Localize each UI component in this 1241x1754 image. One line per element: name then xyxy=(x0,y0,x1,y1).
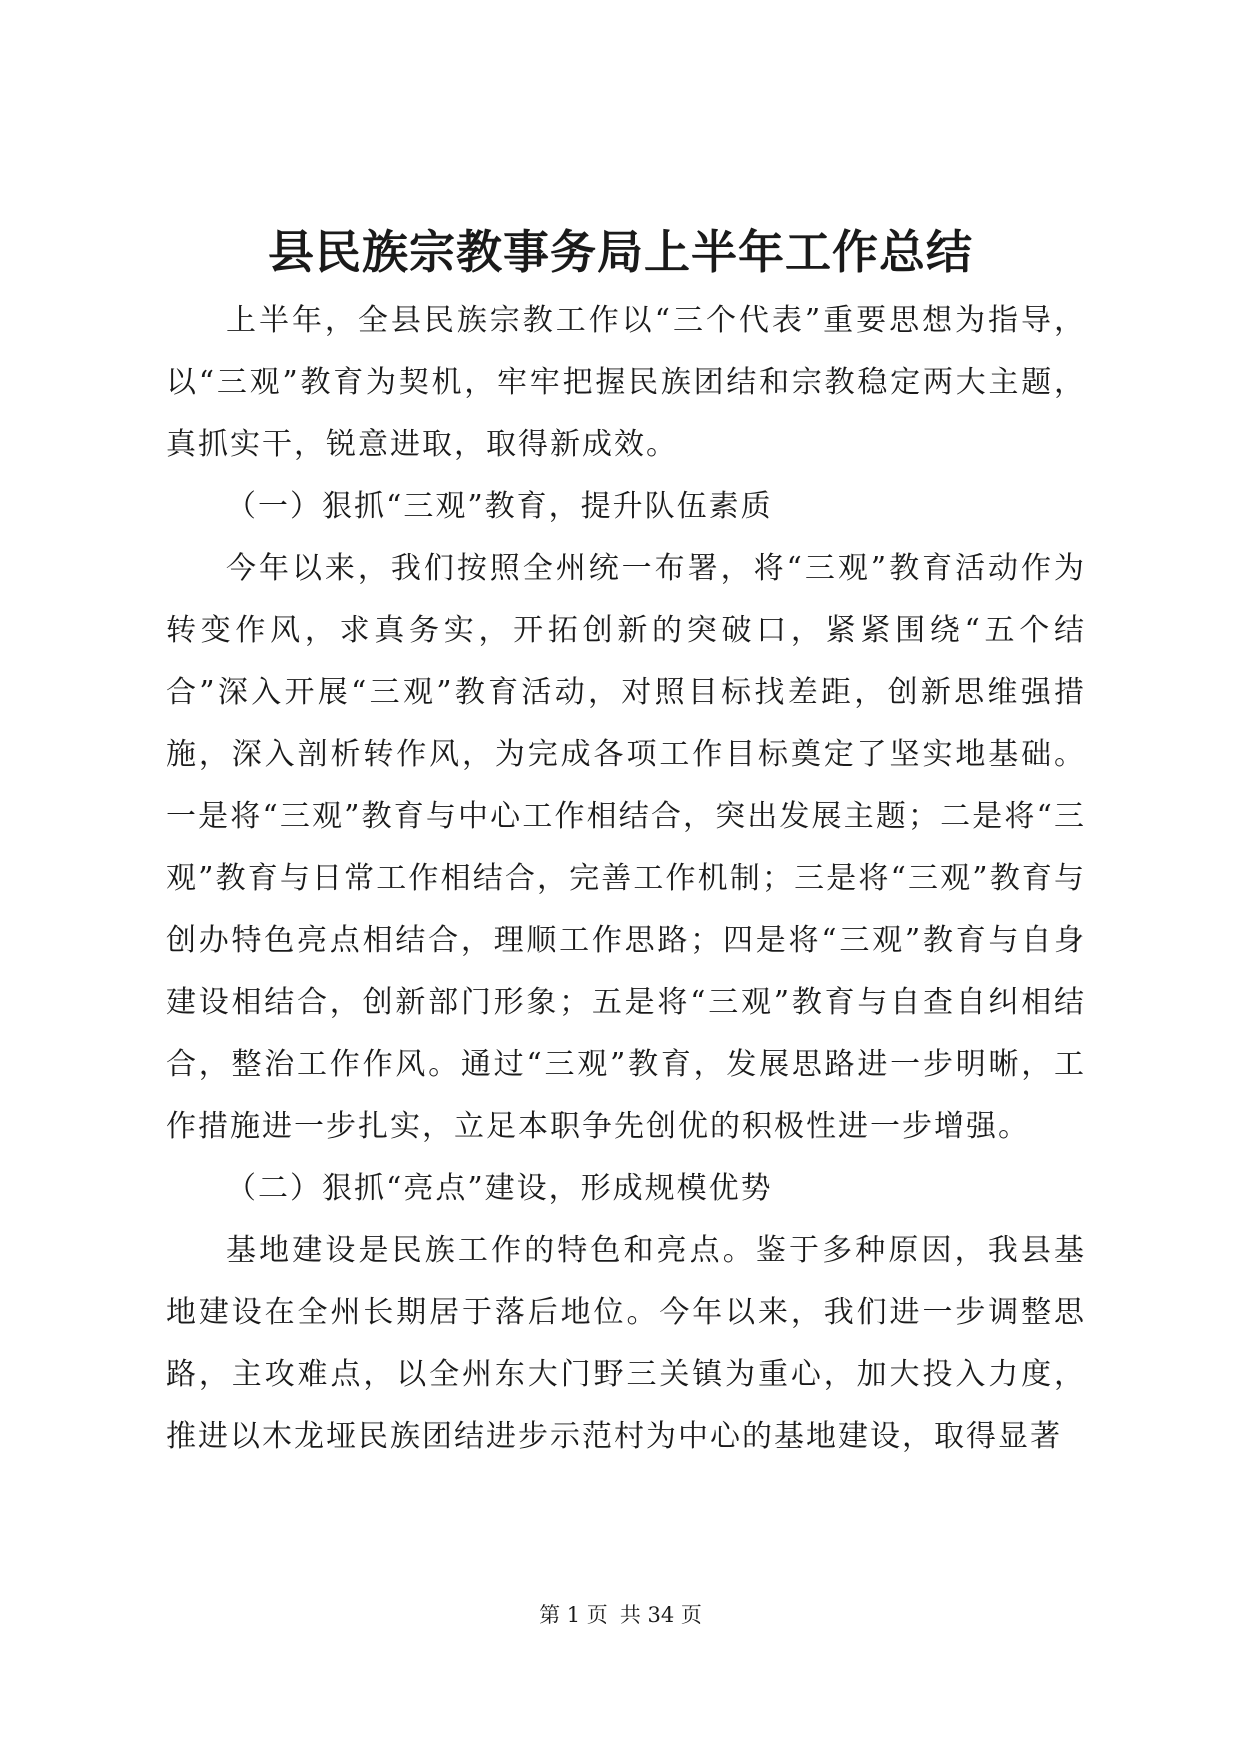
section-heading-2: （二）狠抓“亮点”建设，形成规模优势 xyxy=(226,1171,773,1206)
page-footer xyxy=(0,1600,1241,1630)
section-heading-1: （一）狠抓“三观”教育，提升队伍素质 xyxy=(226,489,773,524)
page-number: 第 1 页 xyxy=(539,1603,608,1627)
page-total: 共 34 页 xyxy=(619,1603,702,1627)
paragraph-section-1: 今年以来，我们按照全州统一布署，将“三观”教育活动作为转变作风，求真务实，开拓创新的突破口，紧紧围绕“五个结合”深入开展“三观”教育活动，对照目标找差距，创新思维强措施，深入剖析转作风，为完成各项工作目标奠定了坚实地基础。一是将“三观”教育与中心工作相结合，突出发展主题；二是将“三观”教育与日常工作相结合，完善工作机制；三是将“三观”教育与创办特色亮点相结合，理顺工作思路；四是将“三观”教育与自身建设相结合，创新部门形象；五是将“三观”教育与自查自纠相结合，整治工作作风。通过“三观”教育，发展思路进一步明晰，工作措施进一步扎实，立足本职争先创优的积极性进一步增强。 xyxy=(166,551,1086,1144)
paragraph-intro: 上半年，全县民族宗教工作以“三个代表”重要思想为指导，以“三观”教育为契机，牢牢把握民族团结和宗教稳定两大主题，真抓实干，锐意进取，取得新成效。 xyxy=(166,303,1086,462)
paragraph-section-2: 基地建设是民族工作的特色和亮点。鉴于多种原因，我县基地建设在全州长期居于落后地位。今年以来，我们进一步调整思路，主攻难点，以全州东大门野三关镇为重心，加大投入力度，推进以木龙垭民族团结进步示范村为中心的基地建设，取得显著 xyxy=(166,1233,1086,1454)
document-title: 县民族宗教事务局上半年工作总结 xyxy=(268,225,973,279)
document-body xyxy=(166,290,1086,1468)
